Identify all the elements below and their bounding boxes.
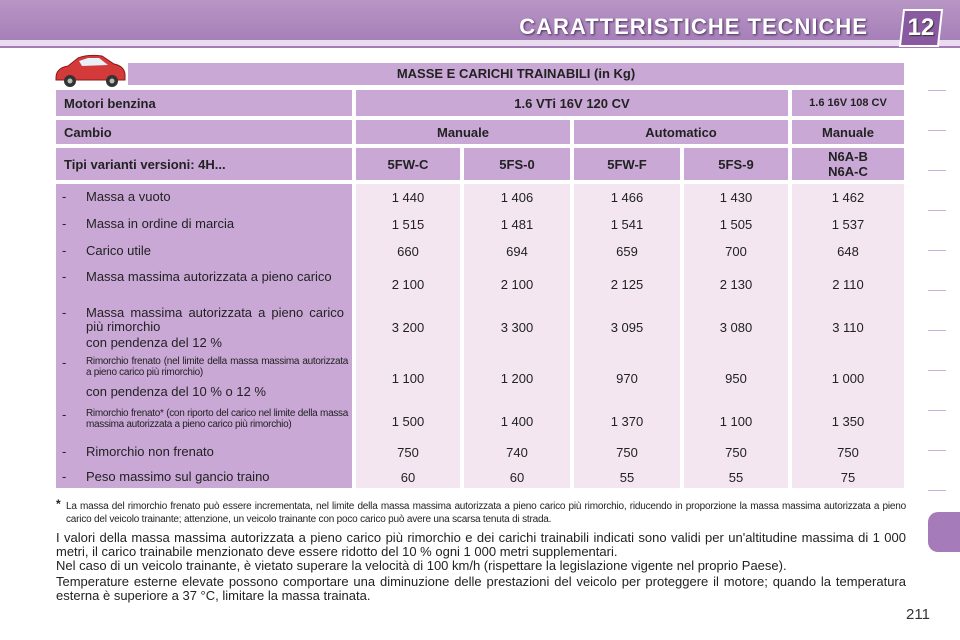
side-tab-divider — [928, 330, 946, 331]
side-tab-active[interactable] — [928, 512, 960, 552]
row-label: Massa massima autorizzata a pieno carico — [86, 269, 332, 284]
value-cell: 2 110 — [832, 276, 864, 292]
value-cell: 2 100 — [500, 276, 534, 292]
value-cell: 1 541 — [610, 216, 644, 232]
value-cell: 3 080 — [719, 319, 753, 335]
side-tab-divider — [928, 130, 946, 131]
value-cell: 2 125 — [610, 276, 644, 292]
value-cell: 1 537 — [831, 216, 865, 232]
value-cell: 970 — [616, 370, 638, 386]
value-cell: 1 481 — [500, 216, 534, 232]
engine-1: 1.6 VTi 16V 120 CV — [356, 90, 788, 116]
side-tabs — [928, 70, 960, 570]
value-cell: 1 430 — [719, 189, 753, 205]
footnote-text: La massa del rimorchio frenato può essere incrementata, nel limite della massa massima autorizzata a pieno carico più rimorchio, riducendo in proporzione la massa massima autorizzata a pieno carico del veicolo trainante; attenzione, un veicolo trainante con poco carico può avere una scarsa tenuta di strada. — [66, 501, 906, 525]
value-cell: 1 000 — [831, 370, 865, 386]
gearbox-3: Manuale — [792, 120, 904, 144]
value-cell: 2 130 — [719, 276, 753, 292]
paragraph: I valori della massa massima autorizzata a pieno carico più rimorchio e dei carichi trainabili indicati sono validi per un'altitudine massima di 1 000 metri, il carico trainabile menzionato deve essere ridotto del 10 % ogni 1 000 metri supplementari. — [56, 530, 906, 559]
row-label: Massa massima autorizzata a pieno carico più rimorchio — [86, 305, 344, 334]
value-cell: 700 — [725, 243, 747, 259]
row-dash: - — [62, 355, 67, 370]
row-dash: - — [62, 407, 67, 422]
value-cell: 55 — [728, 469, 744, 485]
value-cell: 1 100 — [719, 413, 753, 429]
variant-2: 5FS-0 — [464, 148, 570, 180]
chapter-number: 12 — [907, 14, 935, 41]
page-title: CARATTERISTICHE TECNICHE — [519, 14, 868, 39]
value-cell: 659 — [616, 243, 638, 259]
value-cell: 750 — [837, 444, 859, 460]
paragraph: Nel caso di un veicolo trainante, è vietato superare la velocità di 100 km/h (rispettare la legislazione vigente nel proprio Paese). — [56, 558, 787, 573]
engine-2: 1.6 16V 108 CV — [792, 90, 904, 116]
value-cell: 3 095 — [610, 319, 644, 335]
variants-label: Tipi varianti versioni: 4H... — [56, 148, 352, 180]
value-cell: 1 505 — [719, 216, 753, 232]
value-cell: 750 — [397, 444, 419, 460]
side-tab-divider — [928, 410, 946, 411]
row-label: Massa in ordine di marcia — [86, 216, 235, 231]
value-cell: 1 466 — [610, 189, 644, 205]
value-cell: 3 300 — [500, 319, 534, 335]
value-cell: 3 110 — [832, 319, 864, 335]
footnote-mark: * — [56, 497, 61, 511]
paragraph: Temperature esterne elevate possono comportare una diminuzione delle prestazioni del veicolo per proteggere il motore; quando la temperatura esterna è superiore a 37 °C, limitare la massa trainata. — [56, 574, 906, 603]
value-cell: 1 462 — [831, 189, 865, 205]
value-cell: 660 — [397, 243, 419, 259]
value-cell: 1 200 — [500, 370, 534, 386]
side-tab-divider — [928, 90, 946, 91]
value-cell: 740 — [506, 444, 528, 460]
value-cell: 1 400 — [500, 413, 534, 429]
value-cell: 1 100 — [391, 370, 425, 386]
side-tab-divider — [928, 210, 946, 211]
row-label: Massa a vuoto — [86, 189, 171, 204]
value-cell: 750 — [725, 444, 747, 460]
header-band — [0, 40, 960, 46]
value-cell: 3 200 — [391, 319, 425, 335]
side-tab-divider — [928, 250, 946, 251]
row-dash: - — [62, 243, 67, 258]
value-cell: 1 515 — [391, 216, 425, 232]
row-dash: - — [62, 189, 67, 204]
value-cell: 1 370 — [610, 413, 644, 429]
car-icon — [52, 54, 128, 88]
variant-5: N6A-B N6A-C — [792, 148, 904, 180]
engine-label: Motori benzina — [56, 90, 352, 116]
value-cell: 2 100 — [391, 276, 425, 292]
footnote — [56, 497, 906, 526]
variant-3: 5FW-F — [574, 148, 680, 180]
value-cell: 648 — [837, 243, 859, 259]
section-title: MASSE E CARICHI TRAINABILI (in Kg) — [128, 63, 904, 85]
chapter-badge-icon — [898, 8, 944, 48]
row-label: Rimorchio non frenato — [86, 444, 214, 459]
value-cell: 1 500 — [391, 413, 425, 429]
side-tab-divider — [928, 450, 946, 451]
value-cell: 1 350 — [831, 413, 865, 429]
variant-4: 5FS-9 — [684, 148, 788, 180]
row-label: Rimorchio frenato (nel limite della massa massima autorizzata a pieno carico più rimorchio) — [86, 356, 348, 378]
row-dash: - — [62, 216, 67, 231]
value-cell: 60 — [509, 469, 525, 485]
value-cell: 1 440 — [391, 189, 425, 205]
gearbox-2: Automatico — [574, 120, 788, 144]
row-dash: - — [62, 305, 67, 320]
gearbox-label: Cambio — [56, 120, 352, 144]
side-tab-divider — [928, 290, 946, 291]
side-tab-divider — [928, 490, 946, 491]
row-label: Carico utile — [86, 243, 152, 258]
header-bar — [0, 0, 960, 48]
row-dash: - — [62, 444, 67, 459]
value-cell: 950 — [725, 370, 747, 386]
row-dash: - — [62, 469, 67, 484]
variant-1: 5FW-C — [356, 148, 460, 180]
row-label: Rimorchio frenato* (con riporto del carico nel limite della massa massima autorizzata a pieno carico più rimorchio) — [86, 408, 348, 430]
value-cell: 75 — [840, 469, 856, 485]
value-cell: 694 — [506, 243, 528, 259]
value-cell: 60 — [400, 469, 416, 485]
side-tab-divider — [928, 170, 946, 171]
value-cell: 1 406 — [500, 189, 534, 205]
page-number: 211 — [906, 606, 930, 623]
side-tab-divider — [928, 370, 946, 371]
value-cell: 55 — [619, 469, 635, 485]
row-sublabel: con pendenza del 10 % o 12 % — [86, 384, 266, 399]
row-dash: - — [62, 269, 67, 284]
row-sublabel: con pendenza del 12 % — [86, 335, 222, 350]
value-cell: 750 — [616, 444, 638, 460]
row-label: Peso massimo sul gancio traino — [86, 469, 270, 484]
gearbox-1: Manuale — [356, 120, 570, 144]
